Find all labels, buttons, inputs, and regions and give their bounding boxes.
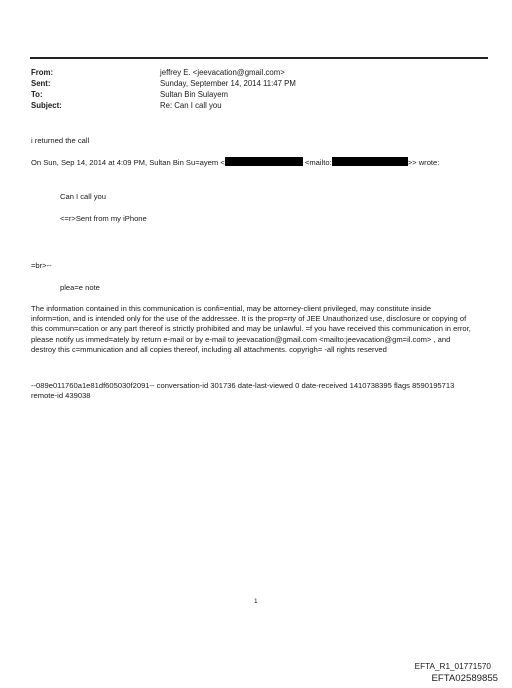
from-value: jeffrey E. <jeevacation@gmail.com> xyxy=(160,68,285,77)
quote-intro-mid: <mailto: xyxy=(304,158,332,167)
subject-label: Subject: xyxy=(31,101,62,110)
footer-id-1: EFTA_R1_01771570 xyxy=(414,662,491,671)
metadata-line: --089e011760a1e81df605030f2091-- conversation-id 301736 date-last-viewed 0 date-received 1410738395 flags 8590195713 remote-id 439038 xyxy=(31,381,455,401)
from-row xyxy=(31,67,296,78)
please-note: plea=e note xyxy=(60,283,100,292)
br-line: =br>-- xyxy=(31,261,52,270)
footer-id-2: EFTA02589855 xyxy=(431,673,498,684)
to-row xyxy=(31,89,296,100)
quote-intro-end: >> wrote: xyxy=(407,158,440,167)
quote-intro xyxy=(31,157,439,168)
redaction-box xyxy=(225,157,303,166)
quoted-line-2: <=r>Sent from my iPhone xyxy=(60,214,147,223)
subject-value: Re: Can I call you xyxy=(160,101,222,110)
sent-value: Sunday, September 14, 2014 11:47 PM xyxy=(160,79,296,88)
to-value: Sultan Bin Sulayem xyxy=(160,90,229,99)
subject-row xyxy=(31,100,296,111)
to-label: To: xyxy=(31,90,43,99)
from-label: From: xyxy=(31,68,54,77)
quoted-line-1: Can I call you xyxy=(60,192,107,201)
sent-label: Sent: xyxy=(31,79,51,88)
sent-row xyxy=(31,78,296,89)
disclaimer-paragraph: The information contained in this communication is confi=ential, may be attorney-client privileged, may constitute inside inform=tion, and is intended only for the use of the addressee. It is the prop=rty of JEE Unauthorized use, disclosure or copying of this commun=cation or any part thereof is strictly prohibited and may be unlawful. =f you have received this communication in error, please notify us immed=ately by return e-mail or by e-mail to jeevacation@gmail.com <mailto:jeevacation@gm=il.com> , and destroy this c=mmunication and all copies thereof, including all attachments. copyrigh= -all rights reserved xyxy=(31,304,471,354)
reply-line: i returned the call xyxy=(31,136,90,145)
quote-intro-start: On Sun, Sep 14, 2014 at 4:09 PM, Sultan Bin Su=ayem < xyxy=(31,158,225,167)
email-header xyxy=(31,67,296,111)
header-rule xyxy=(30,57,488,59)
redaction-box xyxy=(332,157,408,166)
page-number: 1 xyxy=(254,598,258,605)
